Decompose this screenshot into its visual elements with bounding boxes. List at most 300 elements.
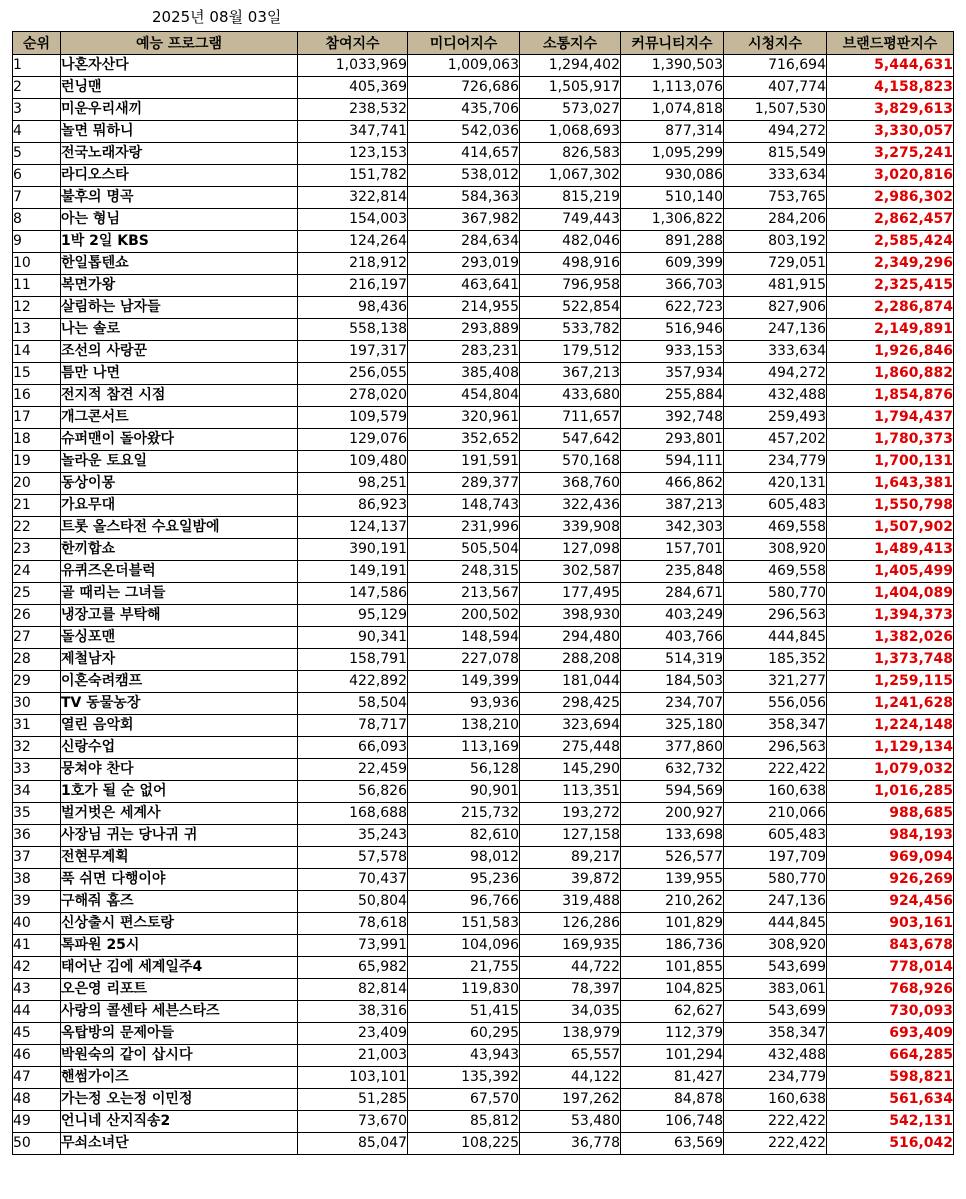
viewing-cell: 556,056 <box>724 693 827 715</box>
community-cell: 1,095,299 <box>621 143 724 165</box>
program-name-cell: 나는 솔로 <box>61 319 298 341</box>
communication-cell: 138,979 <box>520 1023 621 1045</box>
participation-cell: 197,317 <box>298 341 408 363</box>
program-name-cell: 골 때리는 그녀들 <box>61 583 298 605</box>
brand-reputation-cell: 2,349,296 <box>827 253 954 275</box>
participation-cell: 256,055 <box>298 363 408 385</box>
table-row <box>13 979 954 1001</box>
rank-cell: 22 <box>13 517 61 539</box>
participation-cell: 109,579 <box>298 407 408 429</box>
table-row <box>13 1045 954 1067</box>
communication-cell: 1,068,693 <box>520 121 621 143</box>
table-row <box>13 319 954 341</box>
brand-reputation-cell: 2,986,302 <box>827 187 954 209</box>
header-program: 예능 프로그램 <box>61 32 298 55</box>
participation-cell: 347,741 <box>298 121 408 143</box>
rank-cell: 38 <box>13 869 61 891</box>
program-name-cell: 슈퍼맨이 돌아왔다 <box>61 429 298 451</box>
program-name-cell: 냉장고를 부탁해 <box>61 605 298 627</box>
communication-cell: 36,778 <box>520 1133 621 1155</box>
brand-reputation-cell: 778,014 <box>827 957 954 979</box>
viewing-cell: 333,634 <box>724 341 827 363</box>
media-cell: 385,408 <box>408 363 520 385</box>
program-name-cell: 이혼숙려캠프 <box>61 671 298 693</box>
brand-reputation-cell: 1,860,882 <box>827 363 954 385</box>
program-name-cell: 복면가왕 <box>61 275 298 297</box>
media-cell: 191,591 <box>408 451 520 473</box>
table-row <box>13 583 954 605</box>
program-name-cell: 동상이몽 <box>61 473 298 495</box>
participation-cell: 56,826 <box>298 781 408 803</box>
communication-cell: 53,480 <box>520 1111 621 1133</box>
communication-cell: 298,425 <box>520 693 621 715</box>
program-name-cell: 가요무대 <box>61 495 298 517</box>
program-name-cell: 한끼합쇼 <box>61 539 298 561</box>
community-cell: 104,825 <box>621 979 724 1001</box>
program-name-cell: 놀라운 토요일 <box>61 451 298 473</box>
media-cell: 284,634 <box>408 231 520 253</box>
rank-cell: 13 <box>13 319 61 341</box>
brand-reputation-cell: 1,016,285 <box>827 781 954 803</box>
media-cell: 135,392 <box>408 1067 520 1089</box>
rank-cell: 27 <box>13 627 61 649</box>
viewing-cell: 222,422 <box>724 1133 827 1155</box>
media-cell: 200,502 <box>408 605 520 627</box>
participation-cell: 73,991 <box>298 935 408 957</box>
rank-cell: 16 <box>13 385 61 407</box>
communication-cell: 127,158 <box>520 825 621 847</box>
participation-cell: 98,251 <box>298 473 408 495</box>
viewing-cell: 420,131 <box>724 473 827 495</box>
participation-cell: 149,191 <box>298 561 408 583</box>
brand-reputation-cell: 561,634 <box>827 1089 954 1111</box>
viewing-cell: 543,699 <box>724 1001 827 1023</box>
table-row <box>13 693 954 715</box>
program-name-cell: 벌거벗은 세계사 <box>61 803 298 825</box>
viewing-cell: 321,277 <box>724 671 827 693</box>
participation-cell: 21,003 <box>298 1045 408 1067</box>
media-cell: 584,363 <box>408 187 520 209</box>
rank-cell: 26 <box>13 605 61 627</box>
rank-cell: 24 <box>13 561 61 583</box>
communication-cell: 482,046 <box>520 231 621 253</box>
communication-cell: 181,044 <box>520 671 621 693</box>
communication-cell: 44,722 <box>520 957 621 979</box>
community-cell: 392,748 <box>621 407 724 429</box>
viewing-cell: 247,136 <box>724 319 827 341</box>
communication-cell: 547,642 <box>520 429 621 451</box>
viewing-cell: 296,563 <box>724 605 827 627</box>
communication-cell: 711,657 <box>520 407 621 429</box>
community-cell: 157,701 <box>621 539 724 561</box>
brand-reputation-cell: 2,585,424 <box>827 231 954 253</box>
brand-reputation-cell: 1,507,902 <box>827 517 954 539</box>
program-name-cell: 개그콘서트 <box>61 407 298 429</box>
viewing-cell: 358,347 <box>724 715 827 737</box>
brand-reputation-cell: 4,158,823 <box>827 77 954 99</box>
program-name-cell: 런닝맨 <box>61 77 298 99</box>
rank-cell: 31 <box>13 715 61 737</box>
community-cell: 325,180 <box>621 715 724 737</box>
brand-reputation-cell: 1,780,373 <box>827 429 954 451</box>
community-cell: 184,503 <box>621 671 724 693</box>
media-cell: 98,012 <box>408 847 520 869</box>
communication-cell: 145,290 <box>520 759 621 781</box>
report-date: 2025년 08월 03일 <box>152 8 282 26</box>
rank-cell: 10 <box>13 253 61 275</box>
communication-cell: 177,495 <box>520 583 621 605</box>
viewing-cell: 803,192 <box>724 231 827 253</box>
media-cell: 1,009,063 <box>408 55 520 77</box>
rank-cell: 15 <box>13 363 61 385</box>
media-cell: 367,982 <box>408 209 520 231</box>
rank-cell: 9 <box>13 231 61 253</box>
table-row <box>13 1089 954 1111</box>
brand-reputation-cell: 1,259,115 <box>827 671 954 693</box>
viewing-cell: 160,638 <box>724 1089 827 1111</box>
brand-reputation-cell: 1,241,628 <box>827 693 954 715</box>
community-cell: 632,732 <box>621 759 724 781</box>
participation-cell: 151,782 <box>298 165 408 187</box>
community-cell: 1,113,076 <box>621 77 724 99</box>
program-name-cell: 틈만 나면 <box>61 363 298 385</box>
communication-cell: 339,908 <box>520 517 621 539</box>
communication-cell: 288,208 <box>520 649 621 671</box>
program-name-cell: 돌싱포맨 <box>61 627 298 649</box>
brand-reputation-cell: 1,382,026 <box>827 627 954 649</box>
communication-cell: 322,436 <box>520 495 621 517</box>
table-row <box>13 275 954 297</box>
participation-cell: 70,437 <box>298 869 408 891</box>
brand-reputation-cell: 664,285 <box>827 1045 954 1067</box>
community-cell: 200,927 <box>621 803 724 825</box>
participation-cell: 78,618 <box>298 913 408 935</box>
brand-reputation-cell: 969,094 <box>827 847 954 869</box>
table-row <box>13 781 954 803</box>
community-cell: 933,153 <box>621 341 724 363</box>
media-cell: 21,755 <box>408 957 520 979</box>
community-cell: 234,707 <box>621 693 724 715</box>
rank-cell: 36 <box>13 825 61 847</box>
viewing-cell: 605,483 <box>724 495 827 517</box>
table-row <box>13 891 954 913</box>
viewing-cell: 753,765 <box>724 187 827 209</box>
community-cell: 62,627 <box>621 1001 724 1023</box>
participation-cell: 90,341 <box>298 627 408 649</box>
program-name-cell: 오은영 리포트 <box>61 979 298 1001</box>
table-row <box>13 957 954 979</box>
rank-cell: 34 <box>13 781 61 803</box>
table-row <box>13 143 954 165</box>
rank-cell: 39 <box>13 891 61 913</box>
media-cell: 213,567 <box>408 583 520 605</box>
rank-cell: 7 <box>13 187 61 209</box>
table-row <box>13 913 954 935</box>
viewing-cell: 605,483 <box>724 825 827 847</box>
rank-cell: 23 <box>13 539 61 561</box>
program-name-cell: 열린 음악회 <box>61 715 298 737</box>
table-header-row <box>13 32 954 55</box>
table-row <box>13 1067 954 1089</box>
viewing-cell: 543,699 <box>724 957 827 979</box>
community-cell: 357,934 <box>621 363 724 385</box>
participation-cell: 322,814 <box>298 187 408 209</box>
viewing-cell: 222,422 <box>724 759 827 781</box>
program-name-cell: 트롯 올스타전 수요일밤에 <box>61 517 298 539</box>
media-cell: 215,732 <box>408 803 520 825</box>
rank-cell: 28 <box>13 649 61 671</box>
program-name-cell: 사장님 귀는 당나귀 귀 <box>61 825 298 847</box>
participation-cell: 22,459 <box>298 759 408 781</box>
table-row <box>13 847 954 869</box>
table-row <box>13 165 954 187</box>
brand-reputation-cell: 1,079,032 <box>827 759 954 781</box>
media-cell: 289,377 <box>408 473 520 495</box>
table-row <box>13 121 954 143</box>
program-name-cell: 전국노래자랑 <box>61 143 298 165</box>
table-row <box>13 869 954 891</box>
participation-cell: 390,191 <box>298 539 408 561</box>
program-name-cell: 한일톱텐쇼 <box>61 253 298 275</box>
viewing-cell: 234,779 <box>724 1067 827 1089</box>
viewing-cell: 308,920 <box>724 935 827 957</box>
rank-cell: 18 <box>13 429 61 451</box>
media-cell: 454,804 <box>408 385 520 407</box>
communication-cell: 323,694 <box>520 715 621 737</box>
communication-cell: 78,397 <box>520 979 621 1001</box>
viewing-cell: 469,558 <box>724 561 827 583</box>
rank-cell: 29 <box>13 671 61 693</box>
rank-cell: 45 <box>13 1023 61 1045</box>
rank-cell: 3 <box>13 99 61 121</box>
media-cell: 67,570 <box>408 1089 520 1111</box>
communication-cell: 197,262 <box>520 1089 621 1111</box>
program-name-cell: 전현무계획 <box>61 847 298 869</box>
table-row <box>13 253 954 275</box>
rank-cell: 1 <box>13 55 61 77</box>
brand-reputation-cell: 693,409 <box>827 1023 954 1045</box>
viewing-cell: 284,206 <box>724 209 827 231</box>
participation-cell: 51,285 <box>298 1089 408 1111</box>
community-cell: 139,955 <box>621 869 724 891</box>
table-row <box>13 935 954 957</box>
communication-cell: 65,557 <box>520 1045 621 1067</box>
communication-cell: 826,583 <box>520 143 621 165</box>
program-name-cell: 핸썸가이즈 <box>61 1067 298 1089</box>
rank-cell: 49 <box>13 1111 61 1133</box>
viewing-cell: 580,770 <box>724 869 827 891</box>
table-row <box>13 649 954 671</box>
community-cell: 366,703 <box>621 275 724 297</box>
participation-cell: 558,138 <box>298 319 408 341</box>
participation-cell: 147,586 <box>298 583 408 605</box>
brand-reputation-cell: 984,193 <box>827 825 954 847</box>
viewing-cell: 296,563 <box>724 737 827 759</box>
media-cell: 151,583 <box>408 913 520 935</box>
participation-cell: 154,003 <box>298 209 408 231</box>
program-name-cell: 미운우리새끼 <box>61 99 298 121</box>
rank-cell: 21 <box>13 495 61 517</box>
program-name-cell: 언니네 산지직송2 <box>61 1111 298 1133</box>
communication-cell: 1,067,302 <box>520 165 621 187</box>
rank-cell: 5 <box>13 143 61 165</box>
viewing-cell: 580,770 <box>724 583 827 605</box>
community-cell: 255,884 <box>621 385 724 407</box>
table-row <box>13 495 954 517</box>
participation-cell: 124,264 <box>298 231 408 253</box>
communication-cell: 522,854 <box>520 297 621 319</box>
brand-reputation-cell: 924,456 <box>827 891 954 913</box>
rank-cell: 19 <box>13 451 61 473</box>
communication-cell: 39,872 <box>520 869 621 891</box>
table-row <box>13 231 954 253</box>
rank-cell: 40 <box>13 913 61 935</box>
header-participation: 참여지수 <box>298 32 408 55</box>
rank-cell: 2 <box>13 77 61 99</box>
program-name-cell: 톡파원 25시 <box>61 935 298 957</box>
community-cell: 891,288 <box>621 231 724 253</box>
community-cell: 63,569 <box>621 1133 724 1155</box>
participation-cell: 58,504 <box>298 693 408 715</box>
table-row <box>13 99 954 121</box>
viewing-cell: 259,493 <box>724 407 827 429</box>
table-row <box>13 759 954 781</box>
rank-cell: 4 <box>13 121 61 143</box>
media-cell: 60,295 <box>408 1023 520 1045</box>
brand-reputation-cell: 3,829,613 <box>827 99 954 121</box>
participation-cell: 405,369 <box>298 77 408 99</box>
community-cell: 81,427 <box>621 1067 724 1089</box>
table-row <box>13 671 954 693</box>
brand-reputation-cell: 1,373,748 <box>827 649 954 671</box>
community-cell: 403,249 <box>621 605 724 627</box>
table-row <box>13 517 954 539</box>
participation-cell: 85,047 <box>298 1133 408 1155</box>
table-row <box>13 451 954 473</box>
brand-reputation-cell: 1,404,089 <box>827 583 954 605</box>
header-community: 커뮤니티지수 <box>621 32 724 55</box>
communication-cell: 433,680 <box>520 385 621 407</box>
table-row <box>13 1001 954 1023</box>
program-name-cell: 구해줘 홈즈 <box>61 891 298 913</box>
community-cell: 622,723 <box>621 297 724 319</box>
community-cell: 133,698 <box>621 825 724 847</box>
participation-cell: 123,153 <box>298 143 408 165</box>
participation-cell: 1,033,969 <box>298 55 408 77</box>
community-cell: 293,801 <box>621 429 724 451</box>
communication-cell: 127,098 <box>520 539 621 561</box>
participation-cell: 50,804 <box>298 891 408 913</box>
participation-cell: 57,578 <box>298 847 408 869</box>
media-cell: 113,169 <box>408 737 520 759</box>
rank-cell: 41 <box>13 935 61 957</box>
viewing-cell: 481,915 <box>724 275 827 297</box>
media-cell: 293,019 <box>408 253 520 275</box>
community-cell: 1,306,822 <box>621 209 724 231</box>
table-row <box>13 363 954 385</box>
viewing-cell: 222,422 <box>724 1111 827 1133</box>
table-row <box>13 539 954 561</box>
brand-reputation-cell: 1,926,846 <box>827 341 954 363</box>
community-cell: 594,111 <box>621 451 724 473</box>
communication-cell: 169,935 <box>520 935 621 957</box>
brand-reputation-cell: 1,643,381 <box>827 473 954 495</box>
participation-cell: 23,409 <box>298 1023 408 1045</box>
program-name-cell: 조선의 사랑꾼 <box>61 341 298 363</box>
rank-cell: 30 <box>13 693 61 715</box>
media-cell: 352,652 <box>408 429 520 451</box>
header-communication: 소통지수 <box>520 32 621 55</box>
rank-cell: 43 <box>13 979 61 1001</box>
rank-cell: 12 <box>13 297 61 319</box>
communication-cell: 796,958 <box>520 275 621 297</box>
brand-reputation-cell: 3,330,057 <box>827 121 954 143</box>
program-name-cell: 1박 2일 KBS <box>61 231 298 253</box>
brand-reputation-cell: 542,131 <box>827 1111 954 1133</box>
brand-reputation-cell: 2,149,891 <box>827 319 954 341</box>
rank-cell: 17 <box>13 407 61 429</box>
community-cell: 284,671 <box>621 583 724 605</box>
media-cell: 231,996 <box>408 517 520 539</box>
participation-cell: 95,129 <box>298 605 408 627</box>
viewing-cell: 815,549 <box>724 143 827 165</box>
table-row <box>13 55 954 77</box>
media-cell: 148,743 <box>408 495 520 517</box>
rank-cell: 47 <box>13 1067 61 1089</box>
brand-reputation-cell: 768,926 <box>827 979 954 1001</box>
viewing-cell: 333,634 <box>724 165 827 187</box>
brand-reputation-cell: 903,161 <box>827 913 954 935</box>
rank-cell: 6 <box>13 165 61 187</box>
table-row <box>13 627 954 649</box>
rank-cell: 44 <box>13 1001 61 1023</box>
participation-cell: 238,532 <box>298 99 408 121</box>
communication-cell: 1,294,402 <box>520 55 621 77</box>
table-row <box>13 737 954 759</box>
program-name-cell: 제철남자 <box>61 649 298 671</box>
brand-reputation-cell: 3,020,816 <box>827 165 954 187</box>
communication-cell: 275,448 <box>520 737 621 759</box>
rank-cell: 32 <box>13 737 61 759</box>
rank-cell: 20 <box>13 473 61 495</box>
participation-cell: 129,076 <box>298 429 408 451</box>
community-cell: 877,314 <box>621 121 724 143</box>
community-cell: 594,569 <box>621 781 724 803</box>
participation-cell: 82,814 <box>298 979 408 1001</box>
media-cell: 414,657 <box>408 143 520 165</box>
participation-cell: 278,020 <box>298 385 408 407</box>
table-row <box>13 561 954 583</box>
viewing-cell: 444,845 <box>724 627 827 649</box>
communication-cell: 179,512 <box>520 341 621 363</box>
viewing-cell: 716,694 <box>724 55 827 77</box>
viewing-cell: 457,202 <box>724 429 827 451</box>
table-row <box>13 407 954 429</box>
program-name-cell: 놀면 뭐하니 <box>61 121 298 143</box>
communication-cell: 113,351 <box>520 781 621 803</box>
participation-cell: 218,912 <box>298 253 408 275</box>
participation-cell: 66,093 <box>298 737 408 759</box>
table-row <box>13 1133 954 1155</box>
viewing-cell: 234,779 <box>724 451 827 473</box>
community-cell: 210,262 <box>621 891 724 913</box>
media-cell: 320,961 <box>408 407 520 429</box>
participation-cell: 78,717 <box>298 715 408 737</box>
brand-reputation-cell: 988,685 <box>827 803 954 825</box>
community-cell: 101,829 <box>621 913 724 935</box>
table-row <box>13 605 954 627</box>
community-cell: 466,862 <box>621 473 724 495</box>
